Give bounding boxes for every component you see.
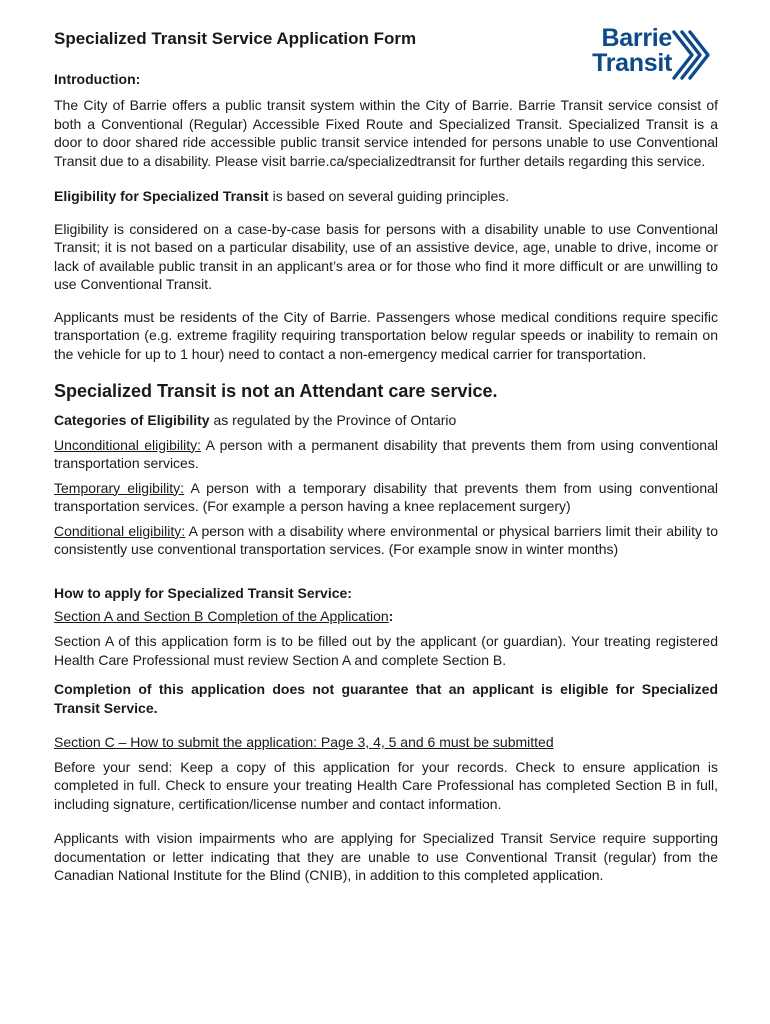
category-text: A person with a temporary disability that prevents them from using conventional transportation services. (For example a person having a knee replacement surgery) bbox=[54, 479, 718, 514]
eligibility-lead bbox=[54, 187, 718, 206]
section-ab-heading bbox=[54, 607, 718, 626]
categories-lead-bold: Categories of Eligibility bbox=[54, 412, 210, 428]
category-temporary bbox=[54, 479, 718, 516]
no-guarantee-warning: Completion of this application does not guarantee that an applicant is eligible for Specialized Transit Service. bbox=[54, 681, 718, 716]
attendant-heading: Specialized Transit is not an Attendant care service. bbox=[54, 381, 498, 401]
categories-lead bbox=[54, 411, 718, 430]
category-text: A person with a permanent disability that prevents them from using conventional transportation services. bbox=[54, 436, 718, 471]
apply-heading: How to apply for Specialized Transit Service: bbox=[54, 584, 352, 601]
category-conditional bbox=[54, 522, 718, 559]
category-text: A person with a disability where environmental or physical barriers limit their ability to consistently use conventional transportation services. (For example snow in winter months) bbox=[54, 522, 718, 557]
section-c-label: Section C – How to submit the application: Page 3, 4, 5 and 6 must be submitted bbox=[54, 734, 554, 750]
section-c-heading bbox=[54, 733, 718, 752]
page-title: Specialized Transit Service Application Form bbox=[54, 29, 417, 48]
section-ab-label: Section A and Section B Completion of the Application bbox=[54, 607, 389, 624]
section-c-paragraph: Before your send: Keep a copy of this application for your records. Check to ensure application is completed in full. Check to ensure your treating Health Care Professional has completed Section B in full, including signature, certification/license number and contact information. bbox=[54, 758, 718, 812]
intro-paragraph: The City of Barrie offers a public transit system within the City of Barrie. Barrie Transit service consist of both a Conventional (Regular) Accessible Fixed Route and Specialized Transit. Specialized Transit is a door to door shared ride accessible public transit service intended for persons unable to use Conventional Transit due to a disability. Please visit barrie.ca/specializedtransit for further details regarding this service. bbox=[54, 97, 718, 169]
eligibility-lead-rest: is based on several guiding principles. bbox=[268, 188, 510, 204]
intro-heading: Introduction: bbox=[54, 71, 141, 87]
category-label: Unconditional eligibility: bbox=[54, 436, 202, 453]
eligibility-lead-bold: Eligibility for Specialized Transit bbox=[54, 188, 269, 204]
vision-paragraph: Applicants with vision impairments who are applying for Specialized Transit Service require supporting documentation or letter indicating that they are unable to use Conventional Transit (regular) from the Canadian National Institute for the Blind (CNIB), in addition to this completed application. bbox=[54, 830, 718, 883]
section-ab-paragraph: Section A of this application form is to be filled out by the applicant (or guardian). Your treating registered Health Care Professional must review Section A and complete Section B. bbox=[54, 633, 718, 668]
category-label: Temporary eligibility: bbox=[54, 479, 185, 496]
document-body bbox=[54, 24, 718, 885]
category-unconditional bbox=[54, 436, 718, 473]
eligibility-paragraph-1: Eligibility is considered on a case-by-case basis for persons with a disability unable to use Conventional Transit; it is not based on a particular disability, use of an assistive device, age, unable to drive, income or lack of available public transit in an applicant’s area or for those who find it more difficult or are unwilling to use Conventional Transit. bbox=[54, 220, 718, 292]
logo-line-barrie: Barrie bbox=[601, 24, 672, 52]
section-ab-colon: : bbox=[388, 607, 394, 624]
category-label: Conditional eligibility: bbox=[54, 522, 186, 539]
eligibility-paragraph-2: Applicants must be residents of the City of Barrie. Passengers whose medical conditions require specific transportation (e.g. extreme fragility requiring transportation below regular speeds or inability to remain on the vehicle for up to 1 hour) need to contact a non-emergency medical carrier for transportation. bbox=[54, 308, 718, 362]
categories-lead-rest: as regulated by the Province of Ontario bbox=[209, 412, 457, 428]
logo-line-transit: Transit bbox=[592, 49, 672, 77]
